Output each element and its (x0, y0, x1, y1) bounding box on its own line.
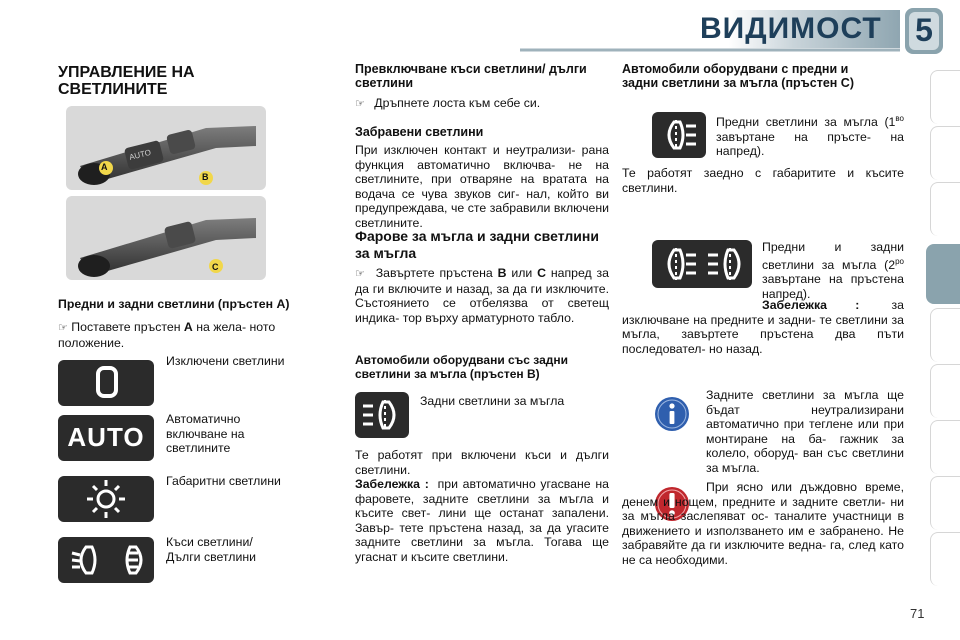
subheading-front-rear-lights: Предни и задни светлини (пръстен A) (58, 297, 290, 311)
para-front-fog-operation: Те работят заедно с габаритите и късите светлини. (622, 166, 904, 195)
chapter-tab[interactable] (930, 532, 960, 586)
auto-lighting-icon: AUTO (58, 415, 154, 461)
item-text-sidelights: Габаритни светлини (166, 474, 281, 488)
icon-text-rear-fog: Задни светлини за мъгла (420, 394, 565, 408)
stalk-label-b: B (202, 172, 209, 182)
sidelights-icon (58, 476, 154, 522)
chapter-tab[interactable] (930, 126, 960, 180)
item-text-off: Изключени светлини (166, 354, 285, 368)
rear-fog-light-icon (355, 392, 409, 438)
page-title: ВИДИМОСТ (700, 12, 882, 45)
section-heading: УПРАВЛЕНИЕ НА СВЕТЛИНИТЕ (58, 64, 195, 98)
chapter-number: 5 (915, 12, 933, 48)
stalk-label-a: A (101, 162, 108, 172)
chapter-tab[interactable] (930, 476, 960, 530)
icon-text-front-rear-fog: Предни и задни светлини за мъгла ($2^{ро}$ завъртане на пръстена напред). (762, 240, 904, 301)
light-stalk-photo-1 (66, 106, 266, 190)
note-label: Забележка : (355, 477, 429, 491)
dipped-main-beam-icon (58, 537, 154, 583)
para-fog-off-note: Забележка : за изключване на предните и задни- те светлини за мъгла, завъртете пръстена два пъти последовател- но назад. (622, 298, 904, 356)
heading-front-rear-fog-equipped: Автомобили оборудвани с предни и задни светлини за мъгла (пръстен C) (622, 62, 854, 90)
heading-fog-lights: Фарове за мъгла и задни светлини за мъгла (355, 228, 599, 261)
heading-forgotten-lights: Забравени светлини (355, 125, 484, 139)
para-fog-ring: ☞ Завъртете пръстена B или C напред за да ги включите и назад, за да ги изключите. Състоянието се отбелязва от светещ индика- тор върху арматурното табло. (355, 266, 610, 325)
page-number: 71 (910, 606, 925, 621)
chapter-tab-active[interactable] (926, 244, 960, 304)
warning-note-text: При ясно или дъждовно време, денем и нощем, предните и задните светли- ни за мъгла заслепяват ос- таналите участници в движението и използването им е забранено. Не забравяйте да ги изключите ведна- га, след като не са необходими. (622, 480, 904, 567)
stalk-auto-text: AUTO (128, 147, 152, 162)
item-text-auto: Автоматично включване на светлините (166, 412, 245, 456)
info-note-text: Задните светлини за мъгла ще бъдат неутрализирани автоматично при теглене или при монтиране на ба- гажник за колело, оборуд- ван със светлини за мъгла. (706, 388, 904, 475)
heading-rear-fog-equipped: Автомобили оборудвани със задни светлини за мъгла (пръстен B) (355, 353, 569, 381)
heading-switch-beams: Превключване къси светлини/ дълги светлини (355, 62, 587, 90)
para-forgotten-lights: При изключен контакт и неутрализи- рана функция автоматично включва- не на светлините, при отваряне на вратата на водача се чува звуков сиг- нал, който ви предупреждава, че сте забравили включени светлините. (355, 143, 609, 230)
chapter-tab[interactable] (930, 182, 960, 236)
item-text-dipped-main: Къси светлини/ Дълги светлини (166, 535, 256, 564)
off-symbol-icon (58, 360, 154, 406)
instruction-bullet: ☞ Поставете пръстен A на жела- ното положение. (58, 320, 276, 350)
front-rear-fog-light-icon (652, 240, 752, 288)
pointer-icon: ☞ (355, 98, 365, 110)
pointer-icon: ☞ (355, 268, 365, 280)
chapter-tab[interactable] (930, 420, 960, 474)
icon-text-front-fog: Предни светлини за мъгла ($1^{во}$ завъртане на пръсте- на напред). (716, 114, 904, 159)
note-label: Забележка : (762, 298, 860, 312)
chapter-tab[interactable] (930, 364, 960, 418)
front-fog-light-icon (652, 112, 706, 158)
para-pull-lever: ☞ Дръпнете лоста към себе си. (355, 96, 541, 110)
light-stalk-photo-2 (66, 196, 266, 280)
para-rear-fog-operation: Те работят при включени къси и дълги светлини. (355, 448, 609, 477)
info-icon (654, 396, 690, 432)
chapter-tab[interactable] (930, 70, 960, 124)
para-rear-fog-note: Забележка : при автоматично угасване на фаровете, задните светлини за мъгла и късите свет- лини ще останат запалени. Завър- тете пръстена назад, за да угасите задните светлини за мъгла. Тогава ще угаснат и късите светлини. (355, 477, 609, 564)
chapter-tab[interactable] (930, 308, 960, 362)
stalk-label-c: C (212, 262, 219, 272)
pointer-icon: ☞ (58, 322, 68, 334)
